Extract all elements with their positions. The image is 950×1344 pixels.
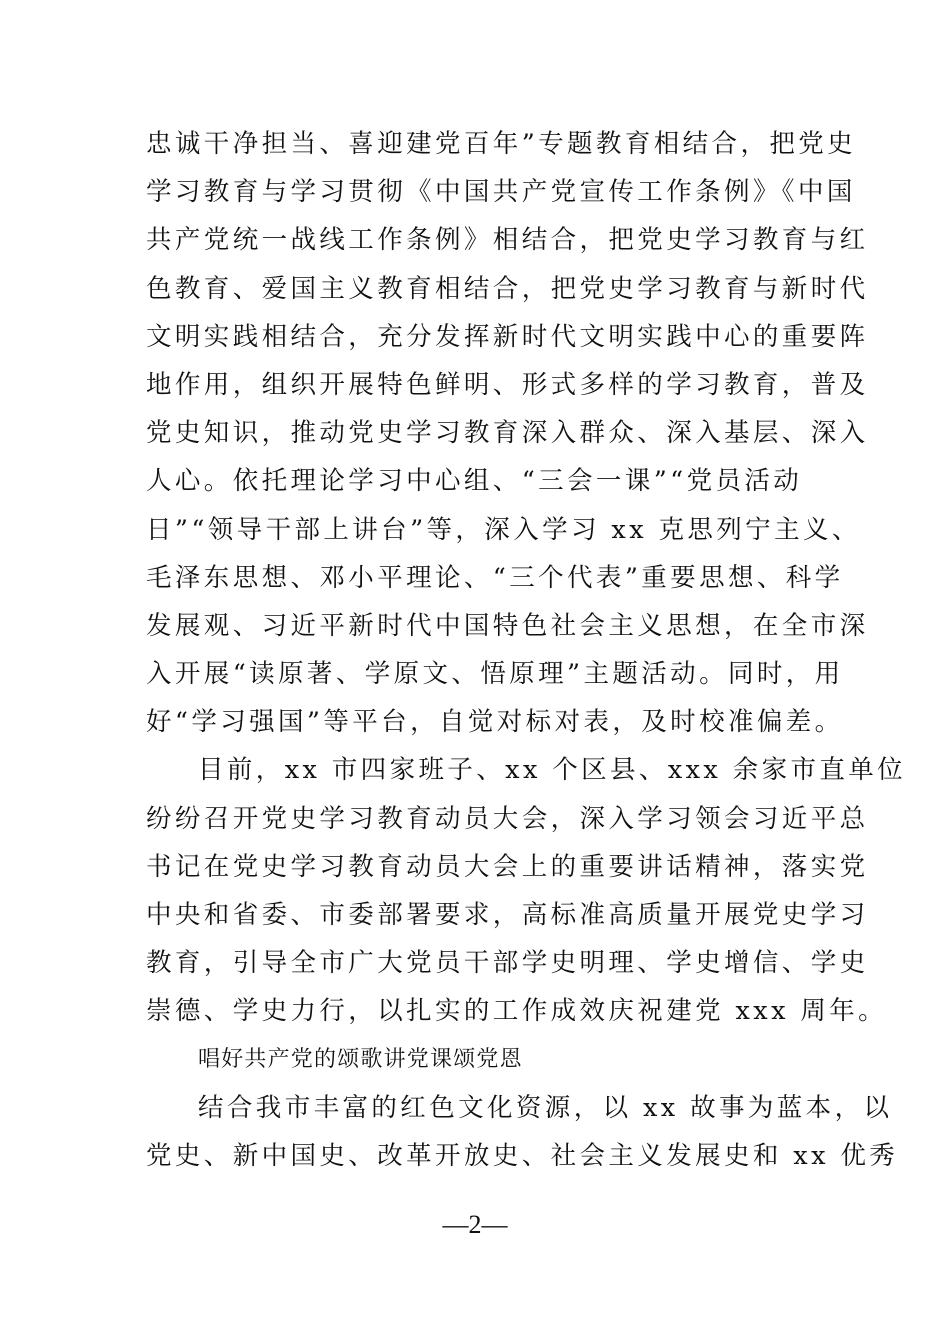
text-line: 好“学习强国”等平台，自觉对标对表，及时校准偏差。: [146, 707, 844, 738]
body-text: [146, 120, 907, 1180]
paragraph-start-line: 目前，xx 市四家班子、xx 个区县、xxx 余家市直单位: [198, 755, 907, 786]
text-line: 党史知识，推动党史学习教育深入群众、深入基层、深入: [146, 418, 869, 449]
text-line: 崇德、学史力行，以扎实的工作成效庆祝建党 xxx 周年。: [146, 996, 888, 1027]
text-line: 纷纷召开党史学习教育动员大会，深入学习领会习近平总: [146, 803, 869, 834]
text-line: 日”“领导干部上讲台”等，深入学习 xx 克思列宁主义、: [146, 514, 861, 545]
text-line: 书记在党史学习教育动员大会上的重要讲话精神，落实党: [146, 851, 869, 882]
section-heading: 唱好共产党的颂歌讲党课颂党恩: [198, 1046, 523, 1072]
text-line: 文明实践相结合，充分发挥新时代文明实践中心的重要阵: [146, 321, 869, 352]
paragraph-start-line: 结合我市丰富的红色文化资源，以 xx 故事为蓝本，以: [198, 1092, 893, 1123]
text-line: 共产党统一战线工作条例》相结合，把党史学习教育与红: [146, 225, 869, 256]
text-line: 毛泽东思想、邓小平理论、“三个代表”重要思想、科学: [146, 562, 844, 593]
text-line: 入开展“读原著、学原文、悟原理”主题活动。同时，用: [146, 659, 844, 690]
text-line: 发展观、习近平新时代中国特色社会主义思想，在全市深: [146, 610, 869, 641]
text-line: 教育，引导全市广大党员干部学史明理、学史增信、学史: [146, 948, 869, 979]
text-line: 色教育、爱国主义教育相结合，把党史学习教育与新时代: [146, 273, 869, 304]
text-line: 地作用，组织开展特色鲜明、形式多样的学习教育，普及: [146, 369, 869, 400]
text-line: 忠诚干净担当、喜迎建党百年”专题教育相结合，把党史: [146, 129, 857, 159]
text-line: 党史、新中国史、改革开放史、社会主义发展史和 xx 优秀: [146, 1140, 899, 1171]
text-line: 人心。依托理论学习中心组、“三会一课”“党员活动: [146, 466, 803, 497]
text-line: 学习教育与学习贯彻《中国共产党宣传工作条例》《中国: [146, 177, 856, 208]
text-line: 中央和省委、市委部署要求，高标准高质量开展党史学习: [146, 900, 869, 930]
page-number: —2—: [442, 1210, 508, 1239]
